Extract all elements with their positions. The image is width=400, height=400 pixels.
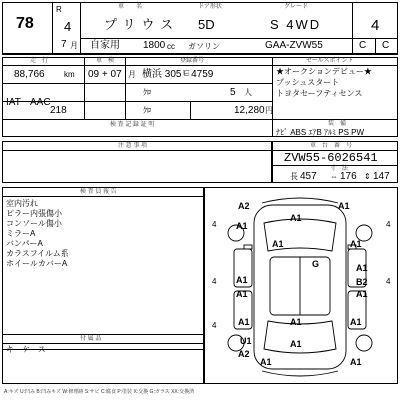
side-mark: 4 [386,277,391,286]
inspector-item: ピラー内張傷小 [6,209,62,218]
label-accessories: 付 属 品 [80,336,102,342]
inspector-item: 室内汚れ [6,199,38,208]
damage-grade: A1 [236,221,248,231]
damage-grade: A1 [350,357,362,367]
model-code: GAA-ZVW55 [265,40,323,51]
inspector-item: コンソール傷小 [6,219,62,228]
equipment: ﾅﾋﾞ ABS ｴｱB ｱﾙﾐ PS PW [276,128,365,137]
damage-grade: A1 [356,263,368,273]
damage-grade: G [312,259,320,269]
color-secondary: ｸﾛ [143,106,151,115]
divider [2,150,272,151]
divider [2,196,204,197]
side-mark: 4 [386,220,391,229]
shaken: 09 + 07 [88,69,122,80]
recycle-fee: 12,280 [234,105,265,116]
divider [272,119,398,120]
length-icon: 長 [290,172,298,181]
doors: 5D [198,17,215,32]
accessory-item: キーケース [6,345,46,354]
side-mark: 4 [212,321,217,330]
feature-1: ★オークションデビュー★ [276,67,372,76]
label-features: セールスポイント [306,58,354,64]
fuel: ガソリン [188,42,220,51]
feature-2: プッシュスタート [276,78,340,87]
label-shaken: 車 検 [96,58,115,64]
inspector-item: ミラーA [6,229,36,238]
aircon: AAC [30,97,51,108]
divider [80,38,352,39]
mileage-unit: km [64,70,75,79]
damage-grade: A1 [260,357,272,367]
label-grade: グレード [284,4,309,10]
damage-grade: A2 [238,201,250,211]
damage-legend: A:キズ U:凹み B:凹みキズ W:修理跡 S:サビ C:腐食 P:塗装 X:交換 G:ガラス XX:交換済 [4,389,195,395]
lot-number: 78 [16,15,34,32]
divider [125,57,126,119]
month-number: 7 [61,39,67,50]
height: 147 [373,171,390,182]
label-model: 車 名 [118,4,143,10]
year-prefix: R [56,5,62,14]
recycle-unit: 円 [265,106,273,115]
divider [52,2,53,54]
capacity-unit: 人 [244,88,252,97]
label-inspection-record: 検 査 記 録 証 明 [110,122,155,128]
side-mark: 4 [212,220,217,229]
inspector-item: カラスフイルム系 [6,249,69,258]
damage-grade: U1 [240,336,252,346]
damage-grade: A1 [290,213,302,223]
score: 4 [371,17,380,34]
width-icon: ⇔ [330,172,338,181]
label-doors: ドア形状 [198,4,222,10]
model-name: プリウス [104,17,180,32]
label-plate: 登録番号 [180,58,205,64]
damage-grade: A1 [350,239,362,249]
displacement: 1800 [143,40,166,51]
divider [2,54,398,55]
divider [375,38,376,54]
month-unit: 月 [70,41,78,50]
damage-grade: A1 [338,201,350,211]
interior-score: C [359,40,367,51]
side-mark: 4 [212,277,217,286]
accessories-block [2,334,204,384]
damage-grade: A2 [238,349,250,359]
capacity: 5 [230,87,236,98]
damage-grade: A1 [290,317,302,327]
label-dimensions: 寸 法 [330,166,349,172]
damage-grade: A1 [356,289,368,299]
width: 176 [340,171,357,182]
inspector-item: ホイールカバーA [6,259,68,268]
divider [80,2,81,54]
damage-grade: B2 [356,277,368,287]
divider [2,65,398,66]
inspector-list [6,199,202,269]
divider [272,57,273,137]
divider [2,343,204,344]
label-inspector: 検 査 員 報 告 [80,189,117,195]
damage-grade: A1 [236,289,248,299]
usage: 自家用 [90,40,120,51]
exterior-score: C [382,40,390,51]
displacement-unit: cc [167,42,175,51]
divider [2,83,272,84]
year-number: 4 [64,19,72,34]
label-mileage: 走 行 [30,58,49,64]
grade: S 4WD [270,17,322,32]
divider [2,119,272,120]
mileage: 88,766 [14,69,45,80]
damage-grade: A1 [236,275,248,285]
plate: 横浜 305ㅌ4759 [142,69,214,80]
other-value: 218 [50,105,67,116]
color: ｸﾛ [143,88,151,97]
chassis-number: ZVW55-6026541 [284,151,378,165]
transmission: IAT [6,97,21,108]
damage-grade: A1 [272,239,284,249]
inspector-item: バンパーA [6,239,43,248]
label-chassis: 車 台 番 号 [310,143,353,149]
damage-grade: A1 [238,317,250,327]
label-equipment: 装 備 [328,121,347,127]
shaken-unit: 月 [128,70,136,79]
feature-3: トヨタセーフティセンス [276,89,363,98]
height-icon: ⇕ [364,172,371,181]
length: 457 [300,171,317,182]
divider [84,57,85,119]
damage-grade: A1 [350,317,362,327]
divider [352,2,353,54]
damage-grade: A1 [290,339,302,349]
label-notes: 注 意 事 項 [118,143,148,149]
divider [190,101,191,119]
